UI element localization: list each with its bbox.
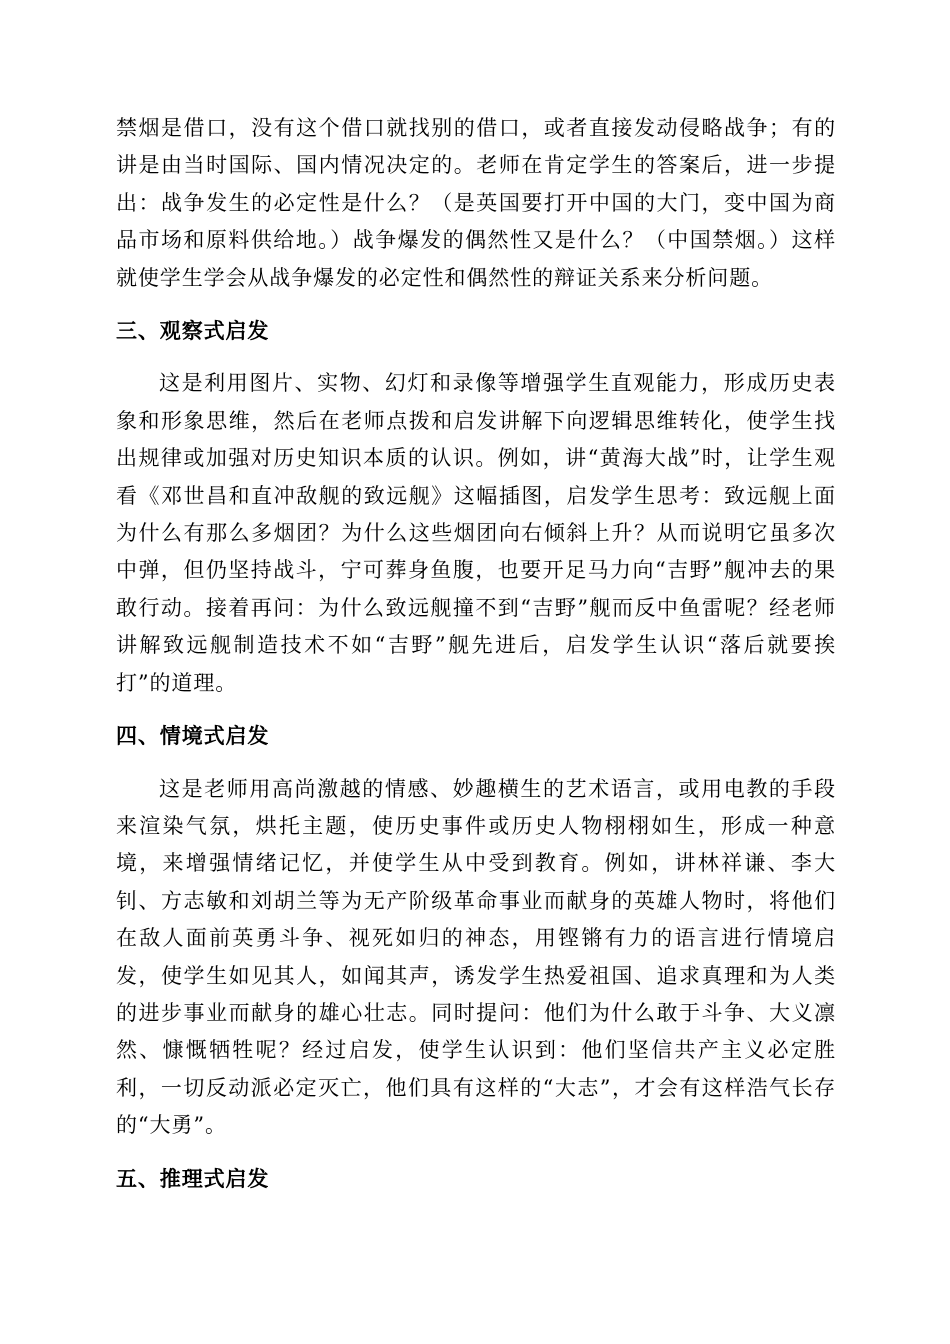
section-paragraph-observation: 这是利用图片、实物、幻灯和录像等增强学生直观能力，形成历史表象和形象思维，然后在老师点拨和启发讲解下向逻辑思维转化，使学生找出规律或加强对历史知识本质的认识。例如，讲“黄海大战”时，让学生观看《邓世昌和直冲敌舰的致远舰》这幅插图，启发学生思考：致远舰上面为什么有那么多烟团？为什么这些烟团向右倾斜上升？从而说明它虽多次中弹，但仍坚持战斗，宁可葬身鱼腹，也要开足马力向“吉野”舰冲去的果敢行动。接着再问：为什么致远舰撞不到“吉野”舰而反中鱼雷呢？经老师讲解致远舰制造技术不如“吉野”舰先进后，启发学生认识“落后就要挨打”的道理。 (116, 371, 836, 695)
section-paragraph-situational: 这是老师用高尚激越的情感、妙趣横生的艺术语言，或用电教的手段来渲染气氛，烘托主题，使历史事件或历史人物栩栩如生，形成一种意境，来增强情绪记忆，并使学生从中受到教育。例如，讲林祥谦、李大钊、方志敏和刘胡兰等为无产阶级革命事业而献身的英雄人物时，将他们在敌人面前英勇斗争、视死如归的神态，用铿锵有力的语言进行情境启发，使学生如见其人，如闻其声，诱发学生热爱祖国、追求真理和为人类的进步事业而献身的雄心壮志。同时提问：他们为什么敢于斗争、大义凛然、慷慨牺牲呢？经过启发，使学生认识到：他们坚信共产主义必定胜利，一切反动派必定灭亡，他们具有这样的“大志”，才会有这样浩气长存的“大勇”。 (116, 776, 836, 1138)
document-page (116, 110, 836, 1198)
section-heading-observation: 三、观察式启发 (116, 319, 270, 344)
section-heading-situational: 四、情境式启发 (116, 724, 270, 749)
section-heading-reasoning: 五、推理式启发 (116, 1166, 270, 1191)
intro-paragraph: 禁烟是借口，没有这个借口就找别的借口，或者直接发动侵略战争；有的讲是由当时国际、国内情况决定的。老师在肯定学生的答案后，进一步提出：战争发生的必定性是什么？（是英国要打开中国的大门，变中国为商品市场和原料供给地。）战争爆发的偶然性又是什么？（中国禁烟。）这样就使学生学会从战争爆发的必定性和偶然性的辩证关系来分析问题。 (116, 116, 836, 290)
